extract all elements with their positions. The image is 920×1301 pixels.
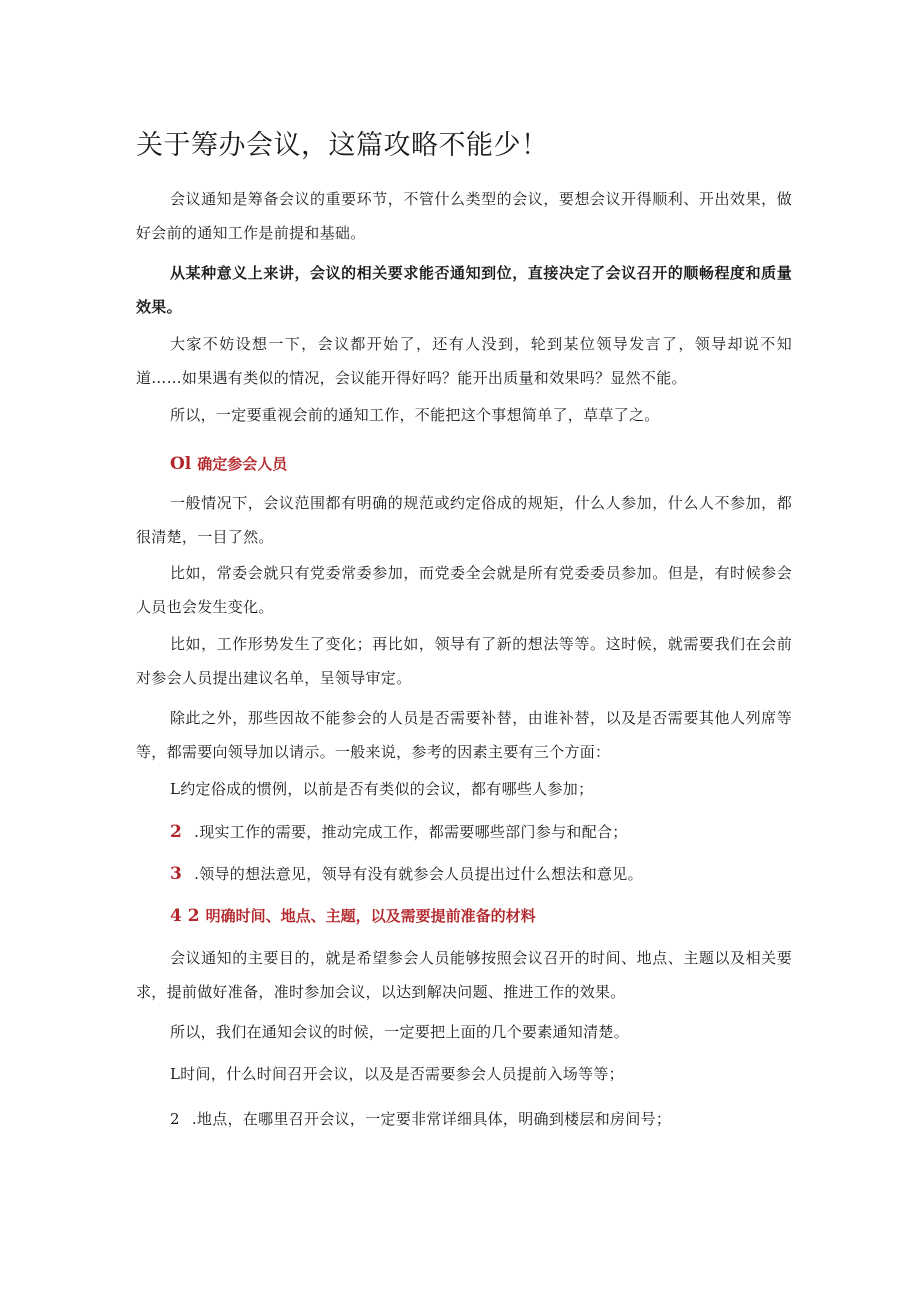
paragraph-besides: 除此之外，那些因故不能参会的人员是否需要补替，由谁补替，以及是否需要其他人列席等等，都需要向领导加以请示。一般来说，参考的因素主要有三个方面： <box>136 709 792 761</box>
list-item-2 <box>170 815 628 849</box>
paragraph-elements: 所以，我们在通知会议的时候，一定要把上面的几个要素通知清楚。 <box>170 1023 630 1041</box>
paragraph-example-2: 比如，工作形势发生了变化；再比如，领导有了新的想法等等。这时候，就需要我们在会前对参会人员提出建议名单，呈领导审定。 <box>136 635 792 687</box>
paragraph-conclusion: 所以，一定要重视会前的通知工作，不能把这个事想简单了，草草了之。 <box>170 406 660 424</box>
section-title: 确定参会人员 <box>197 455 288 473</box>
list-item-number: 2 <box>170 822 183 842</box>
paragraph-emphasis: 从某种意义上来讲，会议的相关要求能否通知到位，直接决定了会议召开的顺畅程度和质量效果。 <box>136 264 792 316</box>
list-item-text: .现实工作的需要，推动完成工作，都需要哪些部门参与和配合； <box>194 823 628 841</box>
paragraph-scenario: 大家不妨设想一下，会议都开始了，还有人没到，轮到某位领导发言了，领导却说不知道……如果遇有类似的情况，会议能开得好吗？能开出质量和效果吗？显然不能。 <box>136 335 792 387</box>
list-item-text: .领导的想法意见，领导有没有就参会人员提出过什么想法和意见。 <box>194 865 643 883</box>
section-title: 明确时间、地点、主题，以及需要提前准备的材料 <box>205 907 536 925</box>
paragraph-purpose: 会议通知的主要目的，就是希望参会人员能够按照会议召开的时间、地点、主题以及相关要求，提前做好准备，准时参加会议，以达到解决问题、推进工作的效果。 <box>136 949 792 1001</box>
section-number: Ol <box>170 454 192 474</box>
section-heading-01 <box>170 447 287 481</box>
list-item-location <box>170 1102 671 1136</box>
list-item-3 <box>170 857 643 891</box>
list-item-number: 2 <box>170 1110 180 1128</box>
paragraph-intro: 会议通知是筹备会议的重要环节，不管什么类型的会议，要想会议开得顺利、开出效果，做好会前的通知工作是前提和基础。 <box>136 190 792 242</box>
paragraph-example-1: 比如，常委会就只有党委常委参加，而党委全会就是所有党委委员参加。但是，有时候参会人员也会发生变化。 <box>136 564 792 616</box>
list-item-text: L约定俗成的惯例，以前是否有类似的会议，都有哪些人参加； <box>170 780 594 798</box>
section-number: 4 2 <box>170 906 200 926</box>
list-item-text: L时间，什么时间召开会议，以及是否需要参会人员提前入场等等； <box>170 1065 624 1083</box>
list-item-time <box>170 1057 624 1091</box>
list-item-number: 3 <box>170 864 183 884</box>
section-heading-02 <box>170 899 536 933</box>
paragraph-general: 一般情况下，会议范围都有明确的规范或约定俗成的规矩，什么人参加，什么人不参加，都很清楚，一目了然。 <box>136 494 792 546</box>
page-title: 关于筹办会议，这篇攻略不能少！ <box>136 130 549 161</box>
list-item-1 <box>170 772 593 806</box>
list-item-text: .地点，在哪里召开会议，一定要非常详细具体，明确到楼层和房间号； <box>191 1110 672 1128</box>
